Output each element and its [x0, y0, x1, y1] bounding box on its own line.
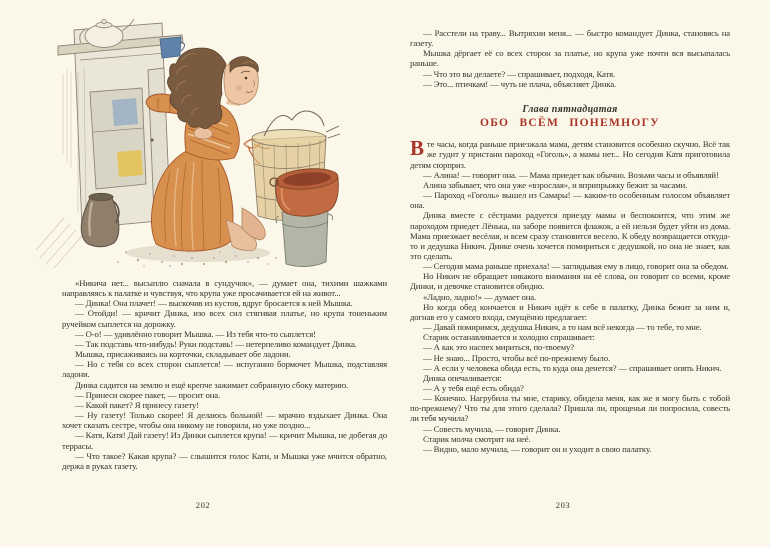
- paragraph: — А у тебя ещё есть обида?: [423, 383, 524, 393]
- paragraph: — Что такое? Какая крупа? — слышится голос Кати, и Мышка уже мчится обратно, держа в руках газету.: [62, 450, 387, 471]
- page-right: [385, 0, 770, 547]
- paragraph: Алина забывает, что она уже «взрослая», и вприпрыжку бежит за часами.: [423, 179, 688, 190]
- paragraph-with-dropcap: [410, 136, 730, 170]
- left-text-column: [62, 278, 387, 471]
- page-number-right: 203: [555, 500, 571, 510]
- paragraph: — Это... птичкам! — чуть не плача, объясняет Динка.: [423, 78, 617, 89]
- paragraph: — Пароход «Гоголь» вышел из Самары! — каким-то особенным голосом объявляет она.: [410, 190, 730, 211]
- paragraph: — Катя, Катя! Дай газету! Из Динки сыплется крупа! — кричит Мышка, не добегая до террасы.: [62, 430, 387, 451]
- paragraph: Мышка дёргает её со всех сторон за платье, но крупа уже почти вся высыпалась раньше.: [410, 48, 730, 69]
- milk-can: [276, 210, 333, 267]
- paragraph: Динка опечаливается:: [423, 372, 502, 383]
- blue-cup: [160, 37, 185, 58]
- paragraph: — Динка! Она плачет! — выскочив из кустов, вдруг бросается к ней Мышка.: [75, 298, 353, 309]
- paragraph: — Что это вы делаете? — спрашивает, подходя, Катя.: [423, 68, 616, 79]
- paragraph: Мышка, присаживаясь на корточки, складывает обе ладони.: [75, 349, 291, 360]
- paragraph: — О-о! — удивлённо говорит Мышка. — Из тебя что-то сыплется!: [75, 328, 316, 339]
- paragraph: — Не знаю... Просто, чтобы всё по-прежнему было.: [423, 352, 611, 363]
- paragraph: «Никича нет... высыплю сначала в сундучок», — думает она, тихими шажками направляясь к палатке и чувствуя, что крупа уже просачивается ей на живот...: [62, 278, 387, 299]
- paragraph: — Расстели на траву... Вытряхни меня... — быстро командует Динка, становясь на газету.: [410, 28, 730, 49]
- paragraph-text: те часы, когда раньше приезжала мама, детям становится особенно скучно. Всё так же гудит у пристани пароход «Гоголь», а мамы нет... Но сегодня Катя приготовила детям сюрприз.: [410, 139, 730, 170]
- paragraph: — Но с тебя со всех сторон сыплется! — испуганно бормочет Мышка, подставляя ладони.: [62, 359, 387, 380]
- paragraph: — Конечно. Нагрубила ты мне, старику, обидела меня, как же я могу быть с тобой по-прежнему? Что ты для этого сделала? Пришла ли, прощенья ли попросила, совесть ли тебя мучила?: [410, 393, 730, 424]
- paragraph: — Сегодня мама раньше приехала! — заглядывая ему в лицо, говорит она за обедом.: [423, 261, 729, 272]
- page-number-left: 202: [195, 500, 211, 510]
- paragraph: — Давай помиримся, дедушка Никич, а то нам всё некогда — то тебе, то мне.: [423, 322, 702, 333]
- paragraph: Старик молча смотрит на неё.: [423, 433, 531, 444]
- paragraph: Динка садится на землю и ещё крепче зажимает собранную сбоку материю.: [75, 379, 349, 390]
- chapter-title: ОБО ВСЁМ ПОНЕМНОГУ: [479, 117, 661, 130]
- paragraph: — Какой пакет? Я принесу газету!: [75, 399, 199, 410]
- pencil-hatching: [36, 70, 82, 268]
- paragraph: «Ладно, ладно!» — думает она.: [423, 291, 537, 302]
- chapter-label: Глава пятнадцатая: [522, 103, 618, 115]
- paragraph: Старик останавливается и холодно спрашивает:: [423, 332, 595, 343]
- paragraph: — Принеси скорее пакет, — просит она.: [75, 389, 221, 400]
- paragraph: — А как это наспех мириться, по-твоему?: [423, 342, 574, 353]
- paragraph: — Видно, мало мучила, — говорит он и уходит в свою палатку.: [423, 443, 652, 454]
- paragraph: — Совесть мучила, — говорит Динка.: [423, 423, 561, 434]
- paragraph: Динка вместе с сёстрами радуется приезду мамы и беспокоится, что этим же пароходом приедет Лёнька, на заборе появится флажок, а ей нельзя будет уйти из дома. Мама приезжает весёлая, и всем сразу становится весело. К обеду возвращается откуда-то и дедушка Никич. Динке очень хочется помириться с дедушкой, но она не знает, как это сделать.: [410, 210, 730, 261]
- paragraph: — Ну газету! Только скорее! Я делаюсь больной! — мрачно вздыхает Динка. Она хочет сказать сестре, чтобы она никому не говорила, но уже поздно...: [62, 410, 387, 431]
- paragraph: — Отойди! — кричит Динка, изо всех сил стягивая платье, но крупа тоненьким ручейком сыплется на дорожку.: [62, 308, 387, 329]
- paragraph: — Так подставь что-нибудь! Руки подставь! — нетерпеливо командует Динка.: [75, 338, 357, 349]
- paragraph: Но когда обед кончается и Никич идёт к себе в палатку, Динка бежит за ним и, догнав его у самого входа, смущённо предлагает:: [410, 301, 730, 322]
- paragraph: Но Никич не обращает никакого внимания на её слова, он говорит со всеми, кроме Динки, и девочке становится обидно.: [410, 271, 730, 292]
- drop-cap-letter: В: [410, 136, 424, 161]
- illustration-girl-kneeling: [30, 12, 342, 274]
- paragraph: — Алина! — говорит она. — Мама приедет как обычно. Возьми часы и объявляй!: [423, 169, 719, 180]
- paragraph: — А если у человека обида есть, то куда она денется? — спрашивает опять Никич.: [423, 362, 722, 373]
- right-text-column: [410, 28, 730, 454]
